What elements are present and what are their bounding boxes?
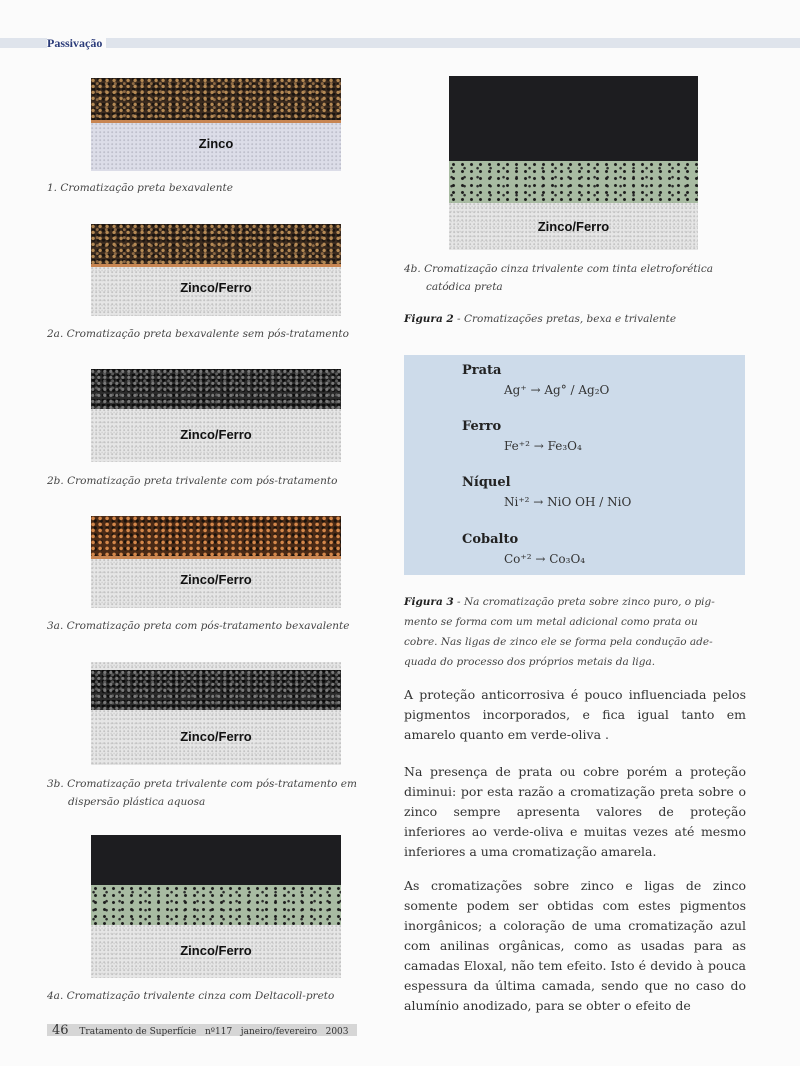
- specimen-3b-caption: [47, 775, 357, 811]
- caption-line: [404, 592, 746, 612]
- reaction-equation: Fe⁺² → Fe₃O₄: [504, 439, 582, 453]
- specimen-2a-image: [91, 224, 341, 316]
- specimen-4b-image: [449, 76, 698, 250]
- caption-line: quada do processo dos próprios metais da liga.: [404, 656, 656, 668]
- specimen-2b-caption: 2b. Cromatização preta trivalente com pós-tratamento: [47, 475, 338, 487]
- specimen-3b-image: [91, 662, 341, 765]
- caption-line: dispersão plástica aquosa: [68, 796, 206, 808]
- specimen-base-label: Zinco/Ferro: [180, 572, 252, 587]
- specimen-3a-image: [91, 516, 341, 608]
- section-title: Passivação: [47, 36, 106, 51]
- caption-line: 3b. Cromatização preta trivalente com pós-tratamento em: [47, 778, 357, 790]
- metal-name: Cobalto: [462, 532, 519, 547]
- specimen-2b-image: [91, 369, 341, 462]
- specimen-base-label: Zinco: [198, 136, 234, 151]
- specimen-2a-caption: 2a. Cromatização preta bexavalente sem pós-tratamento: [47, 328, 349, 340]
- specimen-base-label: Zinco/Ferro: [180, 729, 252, 744]
- figure-3-title: Figura 3: [404, 596, 454, 608]
- issue-number: nº117: [204, 1027, 233, 1037]
- caption-line: catódica preta: [426, 281, 503, 293]
- figure-2-caption-text: - Cromatizações pretas, bexa e trivalente: [453, 313, 677, 325]
- reaction-equation: Ni⁺² → NiO OH / NiO: [504, 495, 632, 509]
- specimen-1-caption: 1. Cromatização preta bexavalente: [47, 182, 233, 194]
- metal-name: Níquel: [462, 475, 511, 490]
- figure-3-caption: [404, 592, 746, 672]
- caption-line: cobre. Nas ligas de zinco ele se forma pela condução ade-: [404, 636, 713, 648]
- reaction-equation: Co⁺² → Co₃O₄: [504, 552, 586, 566]
- specimen-base-label: Zinco/Ferro: [537, 219, 610, 234]
- specimen-4a-image: [91, 835, 341, 978]
- specimen-1-image: [91, 78, 341, 171]
- body-paragraph-1: A proteção anticorrosiva é pouco influenciada pelos pigmentos incorporados, e fica igual tanto em amarelo quanto em verde-oliva .: [404, 687, 746, 742]
- metal-name: Prata: [462, 363, 502, 378]
- page-number: 46: [52, 1023, 69, 1038]
- caption-line: 4b. Cromatização cinza trivalente com tinta eletroforética: [404, 263, 714, 275]
- issue-date: janeiro/fevereiro: [240, 1027, 318, 1037]
- metal-name: Ferro: [462, 419, 502, 434]
- figure-2-caption: [404, 310, 676, 328]
- specimen-3a-caption: 3a. Cromatização preta com pós-tratamento bexavalente: [47, 620, 350, 632]
- reaction-equation: Ag⁺ → Ag° / Ag₂O: [504, 383, 610, 397]
- issue-year: 2003: [325, 1027, 349, 1037]
- caption-line-text: - Na cromatização preta sobre zinco puro, o pig-: [453, 596, 715, 608]
- body-paragraph-3: As cromatizações sobre zinco e ligas de zinco somente podem ser obtidas com estes pigmentos inorgânicos; a coloração de uma cromatização azul com anilinas orgânicas, como as usadas para as camadas Eloxal, não tem efeito. Isto é devido à pouca espessura da última camada, sendo que no caso do alumínio anodizado, para se obter o efeito de: [404, 878, 746, 1013]
- caption-line: mento se forma com um metal adicional como prata ou: [404, 616, 698, 628]
- body-paragraph-2: Na presença de prata ou cobre porém a proteção diminui: por esta razão a cromatização preta sobre o zinco sempre apresenta valores de proteção inferiores ao verde-oliva e muitas vezes até mesmo inferiores a uma cromatização amarela.: [404, 764, 746, 859]
- specimen-4a-caption: 4a. Cromatização trivalente cinza com Deltacoll-preto: [47, 990, 335, 1002]
- specimen-base-label: Zinco/Ferro: [180, 280, 252, 295]
- specimen-base-label: Zinco/Ferro: [180, 427, 252, 442]
- header-bar: [0, 38, 800, 48]
- specimen-base-label: Zinco/Ferro: [180, 943, 252, 958]
- publication-name: Tratamento de Superfície: [79, 1027, 197, 1037]
- figure-2-title: Figura 2: [404, 313, 454, 325]
- specimen-4b-caption: [404, 260, 713, 296]
- footer: [52, 1023, 349, 1038]
- figure-3-chemistry-box: [404, 355, 745, 575]
